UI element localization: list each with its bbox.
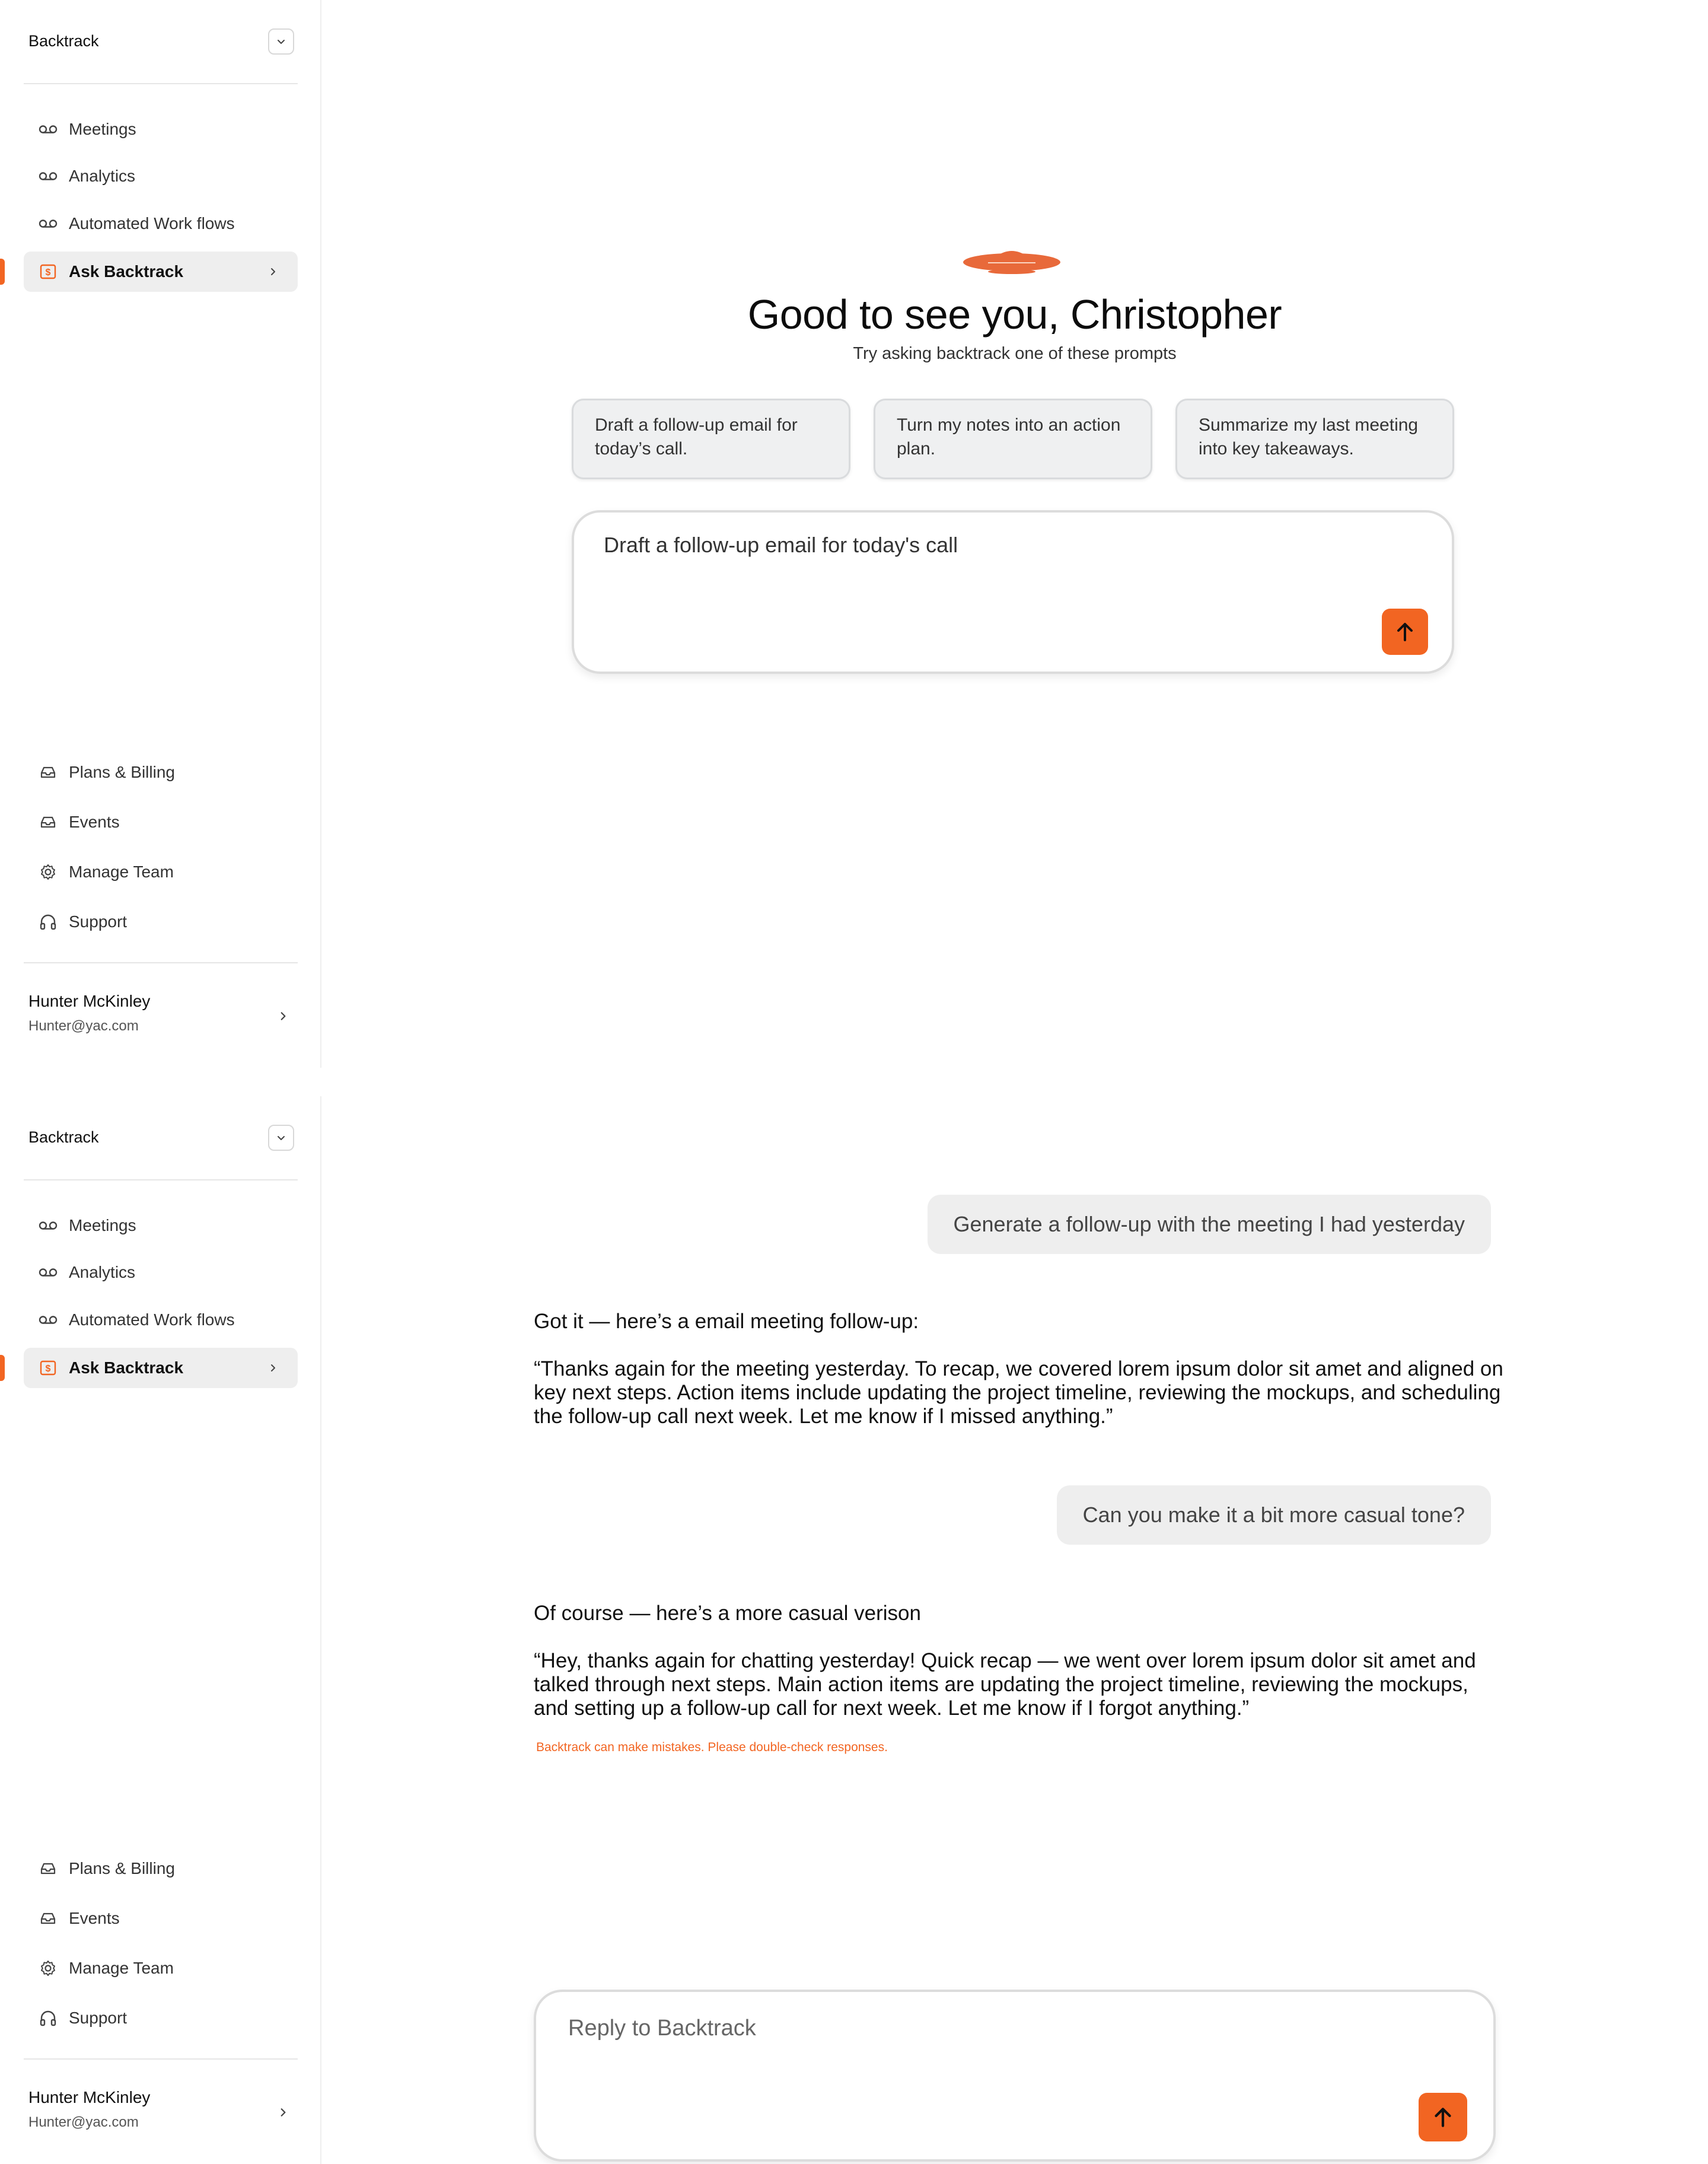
chevron-right-icon — [274, 1007, 292, 1025]
headphones-icon — [38, 2008, 58, 2028]
inbox-icon — [38, 1859, 58, 1879]
sidebar-item-label: Automated Work flows — [69, 214, 235, 233]
brand-name: Backtrack — [28, 32, 99, 50]
chevron-right-icon — [265, 263, 281, 280]
user-name: Hunter McKinley — [28, 2088, 151, 2106]
svg-text:$: $ — [45, 268, 51, 278]
prompt-suggestion[interactable]: Turn my notes into an action plan. — [874, 399, 1152, 479]
user-message: Generate a follow-up with the meeting I had yesterday — [928, 1195, 1492, 1254]
user-name: Hunter McKinley — [28, 992, 151, 1010]
brand-name: Backtrack — [28, 1128, 99, 1146]
greeting-title: Good to see you, Christopher — [747, 291, 1282, 338]
sidebar-item-meetings[interactable] — [24, 1205, 298, 1246]
sidebar-item-plans-billing[interactable] — [24, 752, 298, 793]
assistant-message-body: “Thanks again for the meeting yesterday. To recap, we covered lorem ipsum dolor sit amet and aligned on key next steps. Action items include updating the project timeline, reviewing the mockups, and scheduling the follow-up call next week. Let me know if I missed anything.” — [534, 1357, 1503, 1428]
chevron-right-icon — [274, 2103, 292, 2121]
divider — [24, 83, 298, 84]
sidebar-item-label: Plans & Billing — [69, 763, 175, 781]
chat-screen — [0, 1096, 1708, 2164]
dollar-square-icon — [38, 1358, 58, 1378]
sidebar — [0, 1096, 321, 2164]
sidebar-item-label: Ask Backtrack — [69, 1358, 184, 1377]
sidebar-item-events[interactable] — [24, 802, 298, 842]
reply-input[interactable]: Reply to Backtrack — [568, 2016, 756, 2041]
sidebar-item-label: Manage Team — [69, 1959, 174, 1977]
chevron-right-icon — [265, 1360, 281, 1376]
sidebar-item-label: Meetings — [69, 1216, 136, 1234]
reply-composer[interactable] — [534, 1990, 1496, 2162]
arrow-up-icon — [1393, 620, 1417, 644]
sidebar-item-label: Support — [69, 2009, 128, 2027]
divider — [24, 1179, 298, 1180]
voicemail-icon — [38, 1262, 58, 1283]
workspace-switcher[interactable] — [28, 1124, 294, 1154]
sidebar-item-analytics[interactable] — [24, 156, 298, 196]
chevron-down-icon[interactable] — [268, 1125, 294, 1151]
user-profile[interactable] — [28, 2088, 298, 2141]
voicemail-icon — [38, 1215, 58, 1236]
home-screen — [0, 0, 1708, 1068]
assistant-message-intro: Of course — here’s a more casual verison — [534, 1602, 921, 1625]
assistant-message-body: “Hey, thanks again for chatting yesterday! Quick recap — we went over lorem ipsum dolor sit amet and talked through next steps. Main action items are updating the project timeline, reviewing the mockups, and setting up a follow-up call for next week. Let me know if I forgot anything.” — [534, 1649, 1476, 1720]
sidebar-item-label: Analytics — [69, 167, 136, 185]
sidebar-item-label: Support — [69, 912, 128, 931]
divider — [24, 962, 298, 963]
composer-input[interactable]: Draft a follow-up email for today's call — [604, 533, 958, 557]
user-email: Hunter@yac.com — [28, 2114, 139, 2130]
sidebar-item-ask-backtrack[interactable] — [24, 252, 298, 292]
inbox-icon — [38, 1908, 58, 1928]
inbox-icon — [38, 812, 58, 832]
voicemail-icon — [38, 119, 58, 139]
sidebar-item-events[interactable] — [24, 1898, 298, 1939]
sidebar-item-automated-workflows[interactable] — [24, 203, 298, 244]
user-email: Hunter@yac.com — [28, 1018, 139, 1034]
greeting-subtitle: Try asking backtrack one of these prompts — [853, 344, 1177, 363]
sidebar-item-label: Ask Backtrack — [69, 262, 184, 281]
sidebar-item-ask-backtrack[interactable] — [24, 1348, 298, 1388]
send-button[interactable] — [1419, 2093, 1467, 2141]
sidebar-item-support[interactable] — [24, 902, 298, 942]
sidebar-item-manage-team[interactable] — [24, 1948, 298, 1988]
sidebar-item-manage-team[interactable] — [24, 852, 298, 892]
prompt-suggestion[interactable]: Summarize my last meeting into key takeaways. — [1175, 399, 1454, 479]
gear-icon — [38, 862, 58, 882]
active-indicator — [0, 1355, 5, 1381]
sidebar-item-label: Events — [69, 813, 120, 831]
sidebar-item-plans-billing[interactable] — [24, 1848, 298, 1889]
sidebar — [0, 0, 321, 1068]
voicemail-icon — [38, 214, 58, 234]
send-button[interactable] — [1382, 609, 1428, 655]
svg-text:$: $ — [45, 1364, 51, 1374]
backtrack-logo — [962, 242, 1062, 281]
prompt-suggestion[interactable]: Draft a follow-up email for today’s call. — [572, 399, 850, 479]
sidebar-item-label: Plans & Billing — [69, 1859, 175, 1877]
sidebar-item-label: Analytics — [69, 1263, 136, 1281]
divider — [24, 2058, 298, 2060]
sidebar-item-automated-workflows[interactable] — [24, 1300, 298, 1340]
sidebar-item-analytics[interactable] — [24, 1252, 298, 1293]
inbox-icon — [38, 762, 58, 782]
sidebar-item-label: Events — [69, 1909, 120, 1927]
workspace-switcher[interactable] — [28, 27, 294, 58]
headphones-icon — [38, 912, 58, 932]
gear-icon — [38, 1958, 58, 1978]
user-profile[interactable] — [28, 992, 298, 1045]
assistant-message-intro: Got it — here’s a email meeting follow-up: — [534, 1310, 919, 1333]
chevron-down-icon[interactable] — [268, 28, 294, 55]
sidebar-item-support[interactable] — [24, 1998, 298, 2038]
message-composer[interactable] — [572, 510, 1454, 674]
arrow-up-icon — [1430, 2105, 1455, 2130]
sidebar-item-meetings[interactable] — [24, 109, 298, 149]
user-message: Can you make it a bit more casual tone? — [1057, 1485, 1491, 1545]
disclaimer-text: Backtrack can make mistakes. Please double-check responses. — [536, 1740, 888, 1754]
voicemail-icon — [38, 1310, 58, 1330]
sidebar-item-label: Meetings — [69, 120, 136, 138]
dollar-square-icon — [38, 262, 58, 282]
voicemail-icon — [38, 166, 58, 186]
sidebar-item-label: Manage Team — [69, 863, 174, 881]
sidebar-item-label: Automated Work flows — [69, 1310, 235, 1329]
active-indicator — [0, 259, 5, 285]
